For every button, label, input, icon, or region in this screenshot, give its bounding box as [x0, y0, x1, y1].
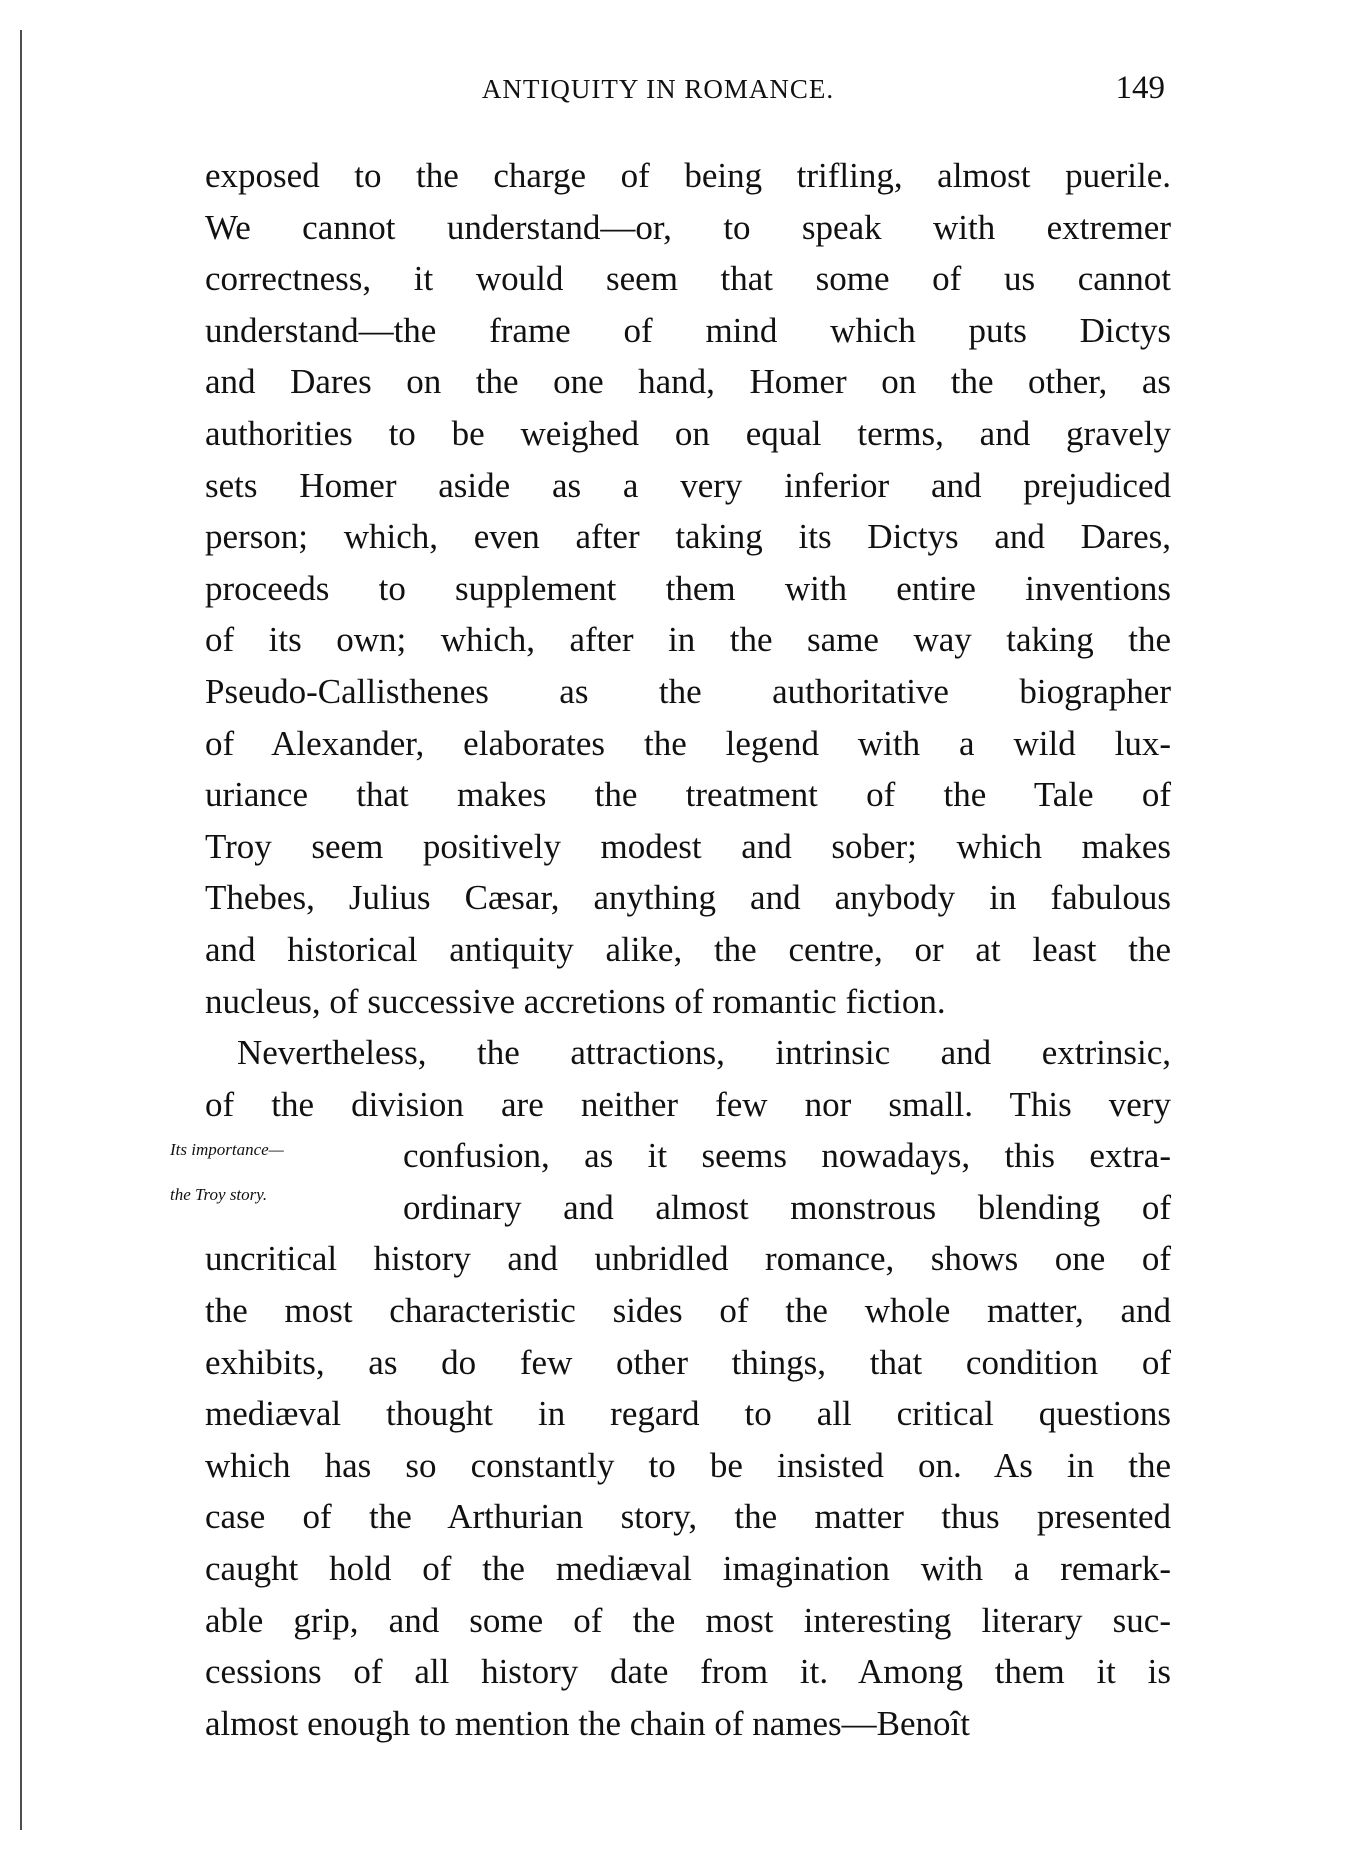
text-line: understand—the frame of mind which puts Dictys [205, 310, 1171, 350]
text-line: of Alexander, elaborates the legend with a wild lux- [205, 723, 1171, 763]
text-line: mediæval thought in regard to all critical questions [205, 1394, 1171, 1434]
text-line: able grip, and some of the most interesting literary suc- [205, 1600, 1171, 1640]
text-line: cessions of all history date from it. Among them it is [205, 1652, 1171, 1692]
text-line: of the division are neither few nor small. This very [205, 1084, 1171, 1124]
text-line: sets Homer aside as a very inferior and prejudiced [205, 465, 1171, 505]
text-line: which has so constantly to be insisted on. As in the [205, 1445, 1171, 1485]
page-edge-rule [20, 30, 22, 1830]
text-line: caught hold of the mediæval imagination with a remark- [205, 1549, 1171, 1589]
text-line: Troy seem positively modest and sober; which makes [205, 826, 1171, 866]
text-line: uriance that makes the treatment of the Tale of [205, 775, 1171, 815]
text-line: authorities to be weighed on equal terms, and gravely [205, 413, 1171, 453]
text-line: exposed to the charge of being trifling, almost puerile. [205, 156, 1171, 195]
text-line: and Dares on the one hand, Homer on the other, as [205, 362, 1171, 402]
running-title: ANTIQUITY IN ROMANCE. [481, 74, 835, 104]
margin-note: Its importance— [170, 1140, 284, 1159]
page-number: 149 [1115, 70, 1165, 106]
text-line: proceeds to supplement them with entire inventions [205, 568, 1171, 608]
text-line: Nevertheless, the attractions, intrinsic and extrinsic, [237, 1033, 1171, 1073]
margin-note: the Troy story. [170, 1185, 268, 1204]
text-line: of its own; which, after in the same way taking the [205, 620, 1171, 660]
text-line: exhibits, as do few other things, that condition of [205, 1342, 1171, 1382]
text-line: Thebes, Julius Cæsar, anything and anybody in fabulous [205, 878, 1171, 918]
text-line: and historical antiquity alike, the centre, or at least the [205, 929, 1171, 969]
text-line: correctness, it would seem that some of us cannot [205, 259, 1171, 299]
text-line: person; which, even after taking its Dictys and Dares, [205, 517, 1171, 557]
body-text [205, 150, 1171, 1749]
text-line: nucleus, of successive accretions of romantic fiction. [205, 981, 946, 1021]
page-header [205, 70, 1171, 110]
text-line: ordinary and almost monstrous blending of [403, 1187, 1171, 1227]
text-line: almost enough to mention the chain of names—Benoît [205, 1703, 970, 1743]
text-line: the most characteristic sides of the whole matter, and [205, 1291, 1171, 1331]
text-line: confusion, as it seems nowadays, this extra- [403, 1136, 1171, 1176]
text-line: We cannot understand—or, to speak with extremer [205, 207, 1171, 247]
text-line: case of the Arthurian story, the matter thus presented [205, 1497, 1171, 1537]
text-line: uncritical history and unbridled romance, shows one of [205, 1239, 1171, 1279]
text-line: Pseudo-Callisthenes as the authoritative biographer [205, 671, 1171, 711]
